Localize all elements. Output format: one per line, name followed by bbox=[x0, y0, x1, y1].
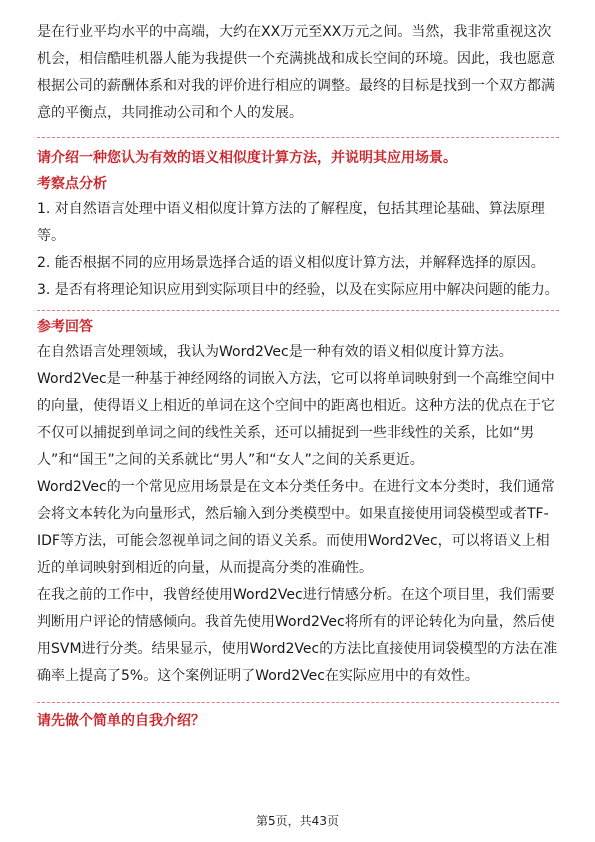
section-divider bbox=[37, 702, 559, 703]
intro-paragraph: 是在行业平均水平的中高端，大约在XX万元至XX万元之间。当然，我非常重视这次机会，相信酷哇机器人能为我提供一个充满挑战和成长空间的环境。因此，我也愿意根据公司的薪酬体系和对我的评价进行相应的调整。最终的目标是找到一个双方都满意的平衡点，共同推动公司和个人的发展。 bbox=[37, 24, 555, 121]
section-divider bbox=[37, 137, 559, 138]
question-title: 请先做个简单的自我介绍？ bbox=[37, 713, 205, 729]
answer-paragraph: 在自然语言处理领域，我认为Word2Vec是一种有效的语义相似度计算方法。 bbox=[37, 344, 513, 360]
analysis-heading: 考察点分析 bbox=[37, 176, 107, 192]
answer-heading: 参考回答 bbox=[37, 319, 93, 335]
question-title: 请介绍一种您认为有效的语义相似度计算方法，并说明其应用场景。 bbox=[37, 150, 457, 166]
answer-paragraph: Word2Vec是一种基于神经网络的词嵌入方法，它可以将单词映射到一个高维空间中的向量，使得语义上相近的单词在这个空间中的距离也相近。这种方法的优点在于它不仅可以捕捉到单词之间的线性关系，还可以捕捉到一些非线性的关系，比如“男人”和“国王”之间的关系就比“男人”和“女人”之间的关系更近。 bbox=[37, 371, 555, 468]
section-divider bbox=[37, 310, 559, 311]
answer-paragraph: Word2Vec的一个常见应用场景是在文本分类任务中。在进行文本分类时，我们通常会将文本转化为向量形式，然后输入到分类模型中。如果直接使用词袋模型或者TF-IDF等方法，可能会忽视单词之间的语义关系。而使用Word2Vec，可以将语义上相近的单词映射到相近的向量，从而提高分类的准确性。 bbox=[37, 479, 555, 576]
page-footer: 第5页，共43页 bbox=[256, 814, 339, 828]
analysis-item: 3. 是否有将理论知识应用到实际项目中的经验，以及在实际应用中解决问题的能力。 bbox=[37, 282, 559, 298]
analysis-item: 1. 对自然语言处理中语义相似度计算方法的了解程度，包括其理论基础、算法原理等。 bbox=[37, 201, 545, 244]
answer-paragraph: 在我之前的工作中，我曾经使用Word2Vec进行情感分析。在这个项目里，我们需要判断用户评论的情感倾向。我首先使用Word2Vec将所有的评论转化为向量，然后使用SVM进行分类。结果显示，使用Word2Vec的方法比直接使用词袋模型的方法在准确率上提高了5%。这个案例证明了Word2Vec在实际应用中的有效性。 bbox=[37, 587, 558, 684]
analysis-item: 2. 能否根据不同的应用场景选择合适的语义相似度计算方法，并解释选择的原因。 bbox=[37, 255, 545, 271]
page-content bbox=[37, 19, 559, 733]
